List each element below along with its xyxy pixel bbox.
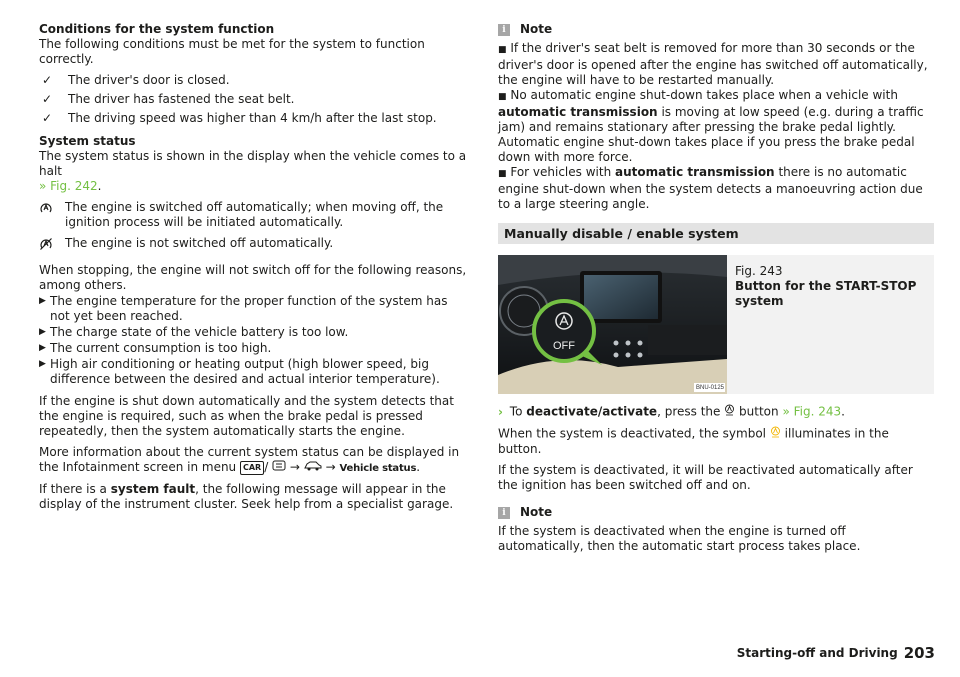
triangle-bullet-icon: ▶ bbox=[39, 359, 46, 369]
triangle-bullet-icon: ▶ bbox=[39, 343, 46, 353]
note-heading: i Note bbox=[498, 505, 934, 520]
check-icon: ✓ bbox=[42, 111, 53, 125]
figure-243 bbox=[498, 255, 934, 394]
auto-stop-off-icon bbox=[39, 236, 65, 255]
note-item: ■ For vehicles with automatic transmission there is no automatic engine shut-down when the system detects a manoeuvring action due to a large steering angle. bbox=[498, 165, 923, 211]
dashboard-photo bbox=[498, 255, 727, 394]
fault-text: If there is a system fault, the following message will appear in the display of the instrument cluster. Seek help from a specialist garage. bbox=[39, 482, 454, 511]
page-number: 203 bbox=[903, 644, 935, 662]
figure-caption-text: Button for the START-STOP system bbox=[735, 279, 917, 308]
more-info-text: More information about the current system status can be displayed in the Infotainment screen in menu CAR / → → Vehicle status. bbox=[39, 445, 460, 474]
vehicle-status-menu: Vehicle status bbox=[339, 463, 417, 474]
fig-243-link[interactable]: » Fig. 243 bbox=[782, 404, 842, 419]
page-footer bbox=[737, 646, 935, 661]
right-column bbox=[498, 22, 934, 560]
start-stop-lit-icon bbox=[770, 426, 781, 442]
restart-text: If the engine is shut down automatically and the system detects that the engine is required, such as when the brake pedal is pressed repeatedly, then the system automatically starts the engine. bbox=[39, 394, 454, 438]
status-item: The engine is switched off automatically; when moving off, the ignition process will be initiated automatically. bbox=[39, 200, 467, 230]
reason-item: ▶ The charge state of the vehicle battery is too low. bbox=[39, 325, 349, 339]
footer-title: Starting-off and Driving bbox=[736, 646, 898, 660]
triangle-bullet-icon: ▶ bbox=[39, 296, 46, 306]
square-bullet-icon: ■ bbox=[498, 92, 507, 102]
figure-caption bbox=[727, 255, 934, 394]
car-menu-icon: CAR bbox=[240, 461, 264, 475]
deactivated-text: When the system is deactivated, the symbol illuminates in the button. bbox=[498, 426, 889, 456]
action-arrow-icon: › bbox=[498, 404, 503, 419]
start-stop-icon bbox=[724, 404, 735, 420]
action-instruction: › To deactivate/activate, press the button » Fig. 243. bbox=[498, 404, 845, 419]
note-item: ■ If the driver's seat belt is removed for more than 30 seconds or the driver's door is opened after the engine has switched off automatically, the engine will have to be restarted manually. bbox=[498, 41, 928, 87]
reason-item: ▶ High air conditioning or heating output (high blower speed, big difference between the desired and actual interior temperature). bbox=[39, 357, 440, 386]
conditions-title: Conditions for the system function bbox=[39, 22, 275, 36]
condition-item: ✓ The driver's door is closed. bbox=[39, 73, 467, 88]
figure-number: Fig. 243 bbox=[735, 264, 783, 278]
note2-text: If the system is deactivated when the engine is turned off automatically, then the automatic start process takes place. bbox=[498, 524, 861, 553]
status-item: The engine is not switched off automatically. bbox=[39, 236, 467, 255]
left-column bbox=[39, 22, 467, 518]
vehicle-settings-icon bbox=[272, 460, 286, 475]
section-heading: Manually disable / enable system bbox=[498, 223, 934, 244]
conditions-block bbox=[39, 22, 467, 67]
reactivate-text: If the system is deactivated, it will be reactivated automatically after the ignition has been switched off and on. bbox=[498, 463, 913, 492]
fig-code: BNU-0125 bbox=[695, 385, 724, 391]
square-bullet-icon: ■ bbox=[498, 169, 507, 179]
status-title: System status bbox=[39, 134, 136, 148]
condition-item: ✓ The driver has fastened the seat belt. bbox=[39, 92, 467, 107]
fig-button-label: OFF bbox=[553, 340, 575, 352]
check-icon: ✓ bbox=[42, 92, 53, 106]
reason-item: ▶ The engine temperature for the proper function of the system has not yet been reached. bbox=[39, 294, 448, 323]
auto-stop-icon bbox=[39, 200, 65, 230]
reason-item: ▶ The current consumption is too high. bbox=[39, 341, 272, 355]
note-item: ■ No automatic engine shut-down takes place when a vehicle with automatic transmission is moving at low speed (e.g. during a traffic jam) and remains stationary after pressing the brake pedal lightly. Automatic engine shut-down takes place if you press the brake pedal down with more force. bbox=[498, 88, 924, 164]
conditions-intro: The following conditions must be met for the system to function correctly. bbox=[39, 37, 425, 66]
info-icon: i bbox=[498, 507, 510, 519]
car-status-icon bbox=[304, 460, 322, 475]
check-icon: ✓ bbox=[42, 73, 53, 87]
fig-242-link[interactable]: » Fig. 242 bbox=[39, 179, 98, 193]
status-block: System status The system status is shown in the display when the vehicle comes to a halt » Fig. 242. bbox=[39, 134, 467, 193]
stop-intro: When stopping, the engine will not switch off for the following reasons, among others. bbox=[39, 263, 467, 292]
square-bullet-icon: ■ bbox=[498, 45, 507, 55]
triangle-bullet-icon: ▶ bbox=[39, 327, 46, 337]
note-heading: i Note bbox=[498, 22, 934, 37]
condition-item: ✓ The driving speed was higher than 4 km/h after the last stop. bbox=[39, 111, 467, 126]
info-icon: i bbox=[498, 24, 510, 36]
